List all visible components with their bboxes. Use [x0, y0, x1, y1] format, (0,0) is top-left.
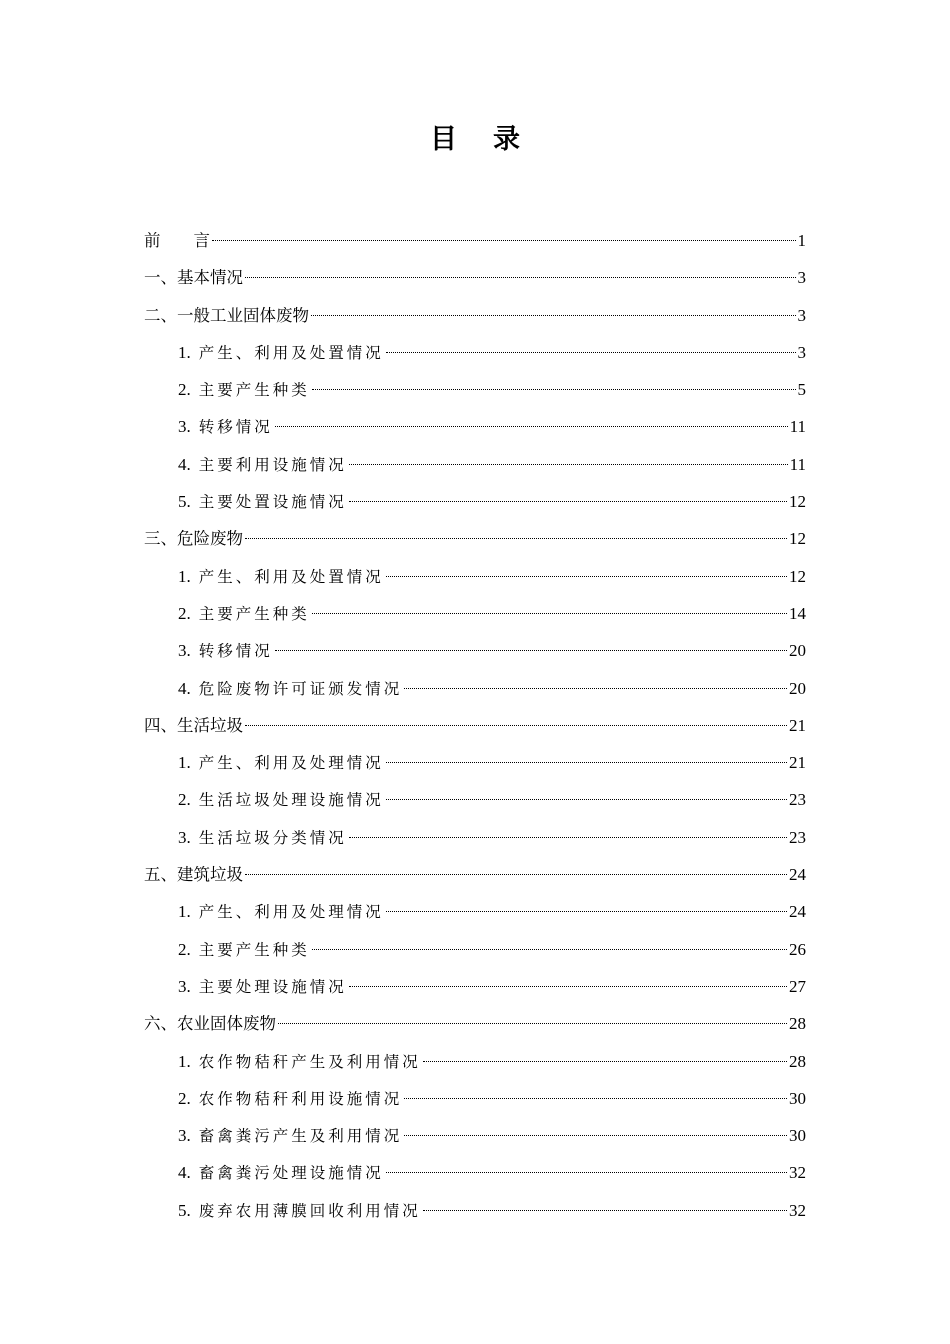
toc-subsection-entry[interactable]	[144, 931, 806, 968]
toc-section-entry[interactable]	[144, 707, 806, 744]
toc-entry-page: 32	[789, 1200, 806, 1220]
toc-entry-page: 20	[789, 678, 806, 698]
toc-entry-page: 30	[789, 1126, 806, 1146]
toc-entry-page: 11	[789, 454, 806, 474]
toc-entry-label: 主要产生种类	[198, 381, 310, 400]
toc-entry-label: 一、基本情况	[144, 268, 243, 288]
toc-entry-number: 1.	[178, 753, 191, 773]
toc-entry-page: 11	[789, 417, 806, 437]
toc-entry-label: 产生、利用及处置情况	[198, 343, 384, 362]
table-of-contents	[144, 222, 806, 1229]
dot-leader	[386, 781, 787, 805]
toc-subsection-entry[interactable]	[144, 1192, 806, 1229]
toc-subsection-entry[interactable]	[144, 744, 806, 781]
toc-entry-label: 产生、利用及处置情况	[198, 567, 384, 586]
toc-entry-number: 2.	[178, 380, 191, 400]
toc-entry-number: 3.	[178, 827, 191, 847]
dot-leader	[349, 819, 787, 843]
toc-entry-number: 2.	[178, 939, 191, 959]
toc-entry-label: 生活垃圾分类情况	[198, 828, 347, 847]
toc-section-entry[interactable]	[144, 297, 806, 334]
toc-entry-label: 三、危险废物	[144, 529, 243, 549]
toc-entry-page: 14	[789, 603, 806, 623]
dot-leader	[386, 893, 787, 917]
toc-entry-label: 危险废物许可证颁发情况	[198, 679, 403, 698]
toc-subsection-entry[interactable]	[144, 334, 806, 371]
toc-entry-number: 2.	[178, 1088, 191, 1108]
toc-entry-page: 28	[789, 1051, 806, 1071]
dot-leader	[312, 931, 787, 955]
toc-entry-label: 转移情况	[198, 642, 273, 661]
toc-entry-page: 32	[789, 1163, 806, 1183]
toc-entry-page: 21	[789, 753, 806, 773]
toc-entry-number: 3.	[178, 1126, 191, 1146]
dot-leader	[349, 968, 787, 992]
toc-entry-number: 1.	[178, 1051, 191, 1071]
toc-entry-label: 主要利用设施情况	[198, 455, 347, 474]
toc-entry-number: 1.	[178, 902, 191, 922]
toc-entry-page: 12	[789, 566, 806, 586]
toc-entry-label: 农作物秸秆产生及利用情况	[198, 1052, 421, 1071]
toc-subsection-entry[interactable]	[144, 670, 806, 707]
dot-leader	[275, 408, 788, 432]
toc-entry-page: 27	[789, 976, 806, 996]
toc-entry-label: 畜禽粪污处理设施情况	[198, 1164, 384, 1183]
toc-entry-number: 3.	[178, 417, 191, 437]
dot-leader	[423, 1192, 787, 1216]
dot-leader	[423, 1043, 787, 1067]
toc-subsection-entry[interactable]	[144, 446, 806, 483]
toc-subsection-entry[interactable]	[144, 968, 806, 1005]
toc-entry-page: 28	[789, 1014, 806, 1034]
toc-entry-label: 农作物秸秆利用设施情况	[198, 1089, 403, 1108]
toc-entry-page: 5	[797, 380, 806, 400]
toc-entry-label: 主要处理设施情况	[198, 977, 347, 996]
toc-section-entry[interactable]	[144, 259, 806, 296]
toc-entry-page: 3	[797, 305, 806, 325]
dot-leader	[245, 520, 787, 544]
toc-subsection-entry[interactable]	[144, 893, 806, 930]
dot-leader	[404, 670, 787, 694]
dot-leader	[404, 1080, 787, 1104]
toc-entry-label: 产生、利用及处理情况	[198, 903, 384, 922]
toc-entry-label: 主要产生种类	[198, 604, 310, 623]
toc-entry-label: 二、一般工业固体废物	[144, 305, 309, 325]
toc-entry-label: 生活垃圾处理设施情况	[198, 791, 384, 810]
toc-subsection-entry[interactable]	[144, 483, 806, 520]
toc-entry-label: 产生、利用及处理情况	[198, 754, 384, 773]
toc-entry-number: 3.	[178, 976, 191, 996]
dot-leader	[386, 558, 787, 582]
dot-leader	[278, 1005, 787, 1029]
toc-entry-number: 1.	[178, 566, 191, 586]
dot-leader	[312, 595, 787, 619]
dot-leader	[386, 744, 787, 768]
toc-entry-number: 4.	[178, 454, 191, 474]
toc-subsection-entry[interactable]	[144, 595, 806, 632]
dot-leader	[404, 1117, 787, 1141]
toc-subsection-entry[interactable]	[144, 1117, 806, 1154]
dot-leader	[386, 334, 796, 358]
toc-subsection-entry[interactable]	[144, 1043, 806, 1080]
toc-entry-number: 3.	[178, 641, 191, 661]
toc-section-entry[interactable]	[144, 520, 806, 557]
dot-leader	[349, 446, 788, 470]
dot-leader	[349, 483, 787, 507]
toc-subsection-entry[interactable]	[144, 1154, 806, 1191]
toc-entry-page: 30	[789, 1088, 806, 1108]
page-title-part1: 目	[430, 124, 457, 155]
toc-entry-label: 前 言	[144, 231, 210, 250]
toc-entry-label: 废弃农用薄膜回收利用情况	[198, 1201, 421, 1220]
toc-entry-label: 主要产生种类	[198, 940, 310, 959]
toc-entry-number: 5.	[178, 1200, 191, 1220]
dot-leader	[245, 259, 796, 283]
toc-entry-label: 主要处置设施情况	[198, 493, 347, 512]
toc-subsection-entry[interactable]	[144, 408, 806, 445]
toc-entry-page: 3	[797, 268, 806, 288]
page-title	[0, 120, 950, 160]
toc-entry-number: 2.	[178, 790, 191, 810]
toc-entry-number: 4.	[178, 1163, 191, 1183]
page-title-part2: 录	[493, 124, 520, 155]
toc-entry-label: 六、农业固体废物	[144, 1014, 276, 1034]
toc-entry-page: 26	[789, 939, 806, 959]
toc-entry-page: 1	[797, 231, 806, 250]
toc-entry-number: 2.	[178, 603, 191, 623]
toc-section-entry[interactable]	[144, 856, 806, 893]
dot-leader	[245, 707, 787, 731]
toc-entry-number: 4.	[178, 678, 191, 698]
toc-entry-number: 5.	[178, 492, 191, 512]
dot-leader	[275, 632, 787, 656]
dot-leader	[312, 371, 796, 395]
toc-entry-label: 五、建筑垃圾	[144, 865, 243, 885]
toc-subsection-entry[interactable]	[144, 558, 806, 595]
toc-entry-page: 23	[789, 827, 806, 847]
toc-entry-label: 四、生活垃圾	[144, 715, 243, 735]
toc-entry-label: 转移情况	[198, 418, 273, 437]
toc-section-entry[interactable]	[144, 222, 806, 259]
dot-leader	[212, 222, 796, 246]
toc-subsection-entry[interactable]	[144, 781, 806, 818]
toc-subsection-entry[interactable]	[144, 819, 806, 856]
toc-subsection-entry[interactable]	[144, 1080, 806, 1117]
toc-entry-page: 12	[789, 529, 806, 549]
toc-subsection-entry[interactable]	[144, 632, 806, 669]
toc-entry-page: 24	[789, 902, 806, 922]
dot-leader	[311, 297, 796, 321]
toc-entry-label: 畜禽粪污产生及利用情况	[198, 1127, 403, 1146]
toc-entry-page: 23	[789, 790, 806, 810]
toc-entry-page: 21	[789, 715, 806, 735]
toc-entry-page: 24	[789, 865, 806, 885]
toc-entry-page: 20	[789, 641, 806, 661]
toc-section-entry[interactable]	[144, 1005, 806, 1042]
dot-leader	[386, 1154, 787, 1178]
toc-entry-page: 3	[797, 342, 806, 362]
toc-subsection-entry[interactable]	[144, 371, 806, 408]
toc-entry-number: 1.	[178, 342, 191, 362]
dot-leader	[245, 856, 787, 880]
toc-entry-page: 12	[789, 492, 806, 512]
